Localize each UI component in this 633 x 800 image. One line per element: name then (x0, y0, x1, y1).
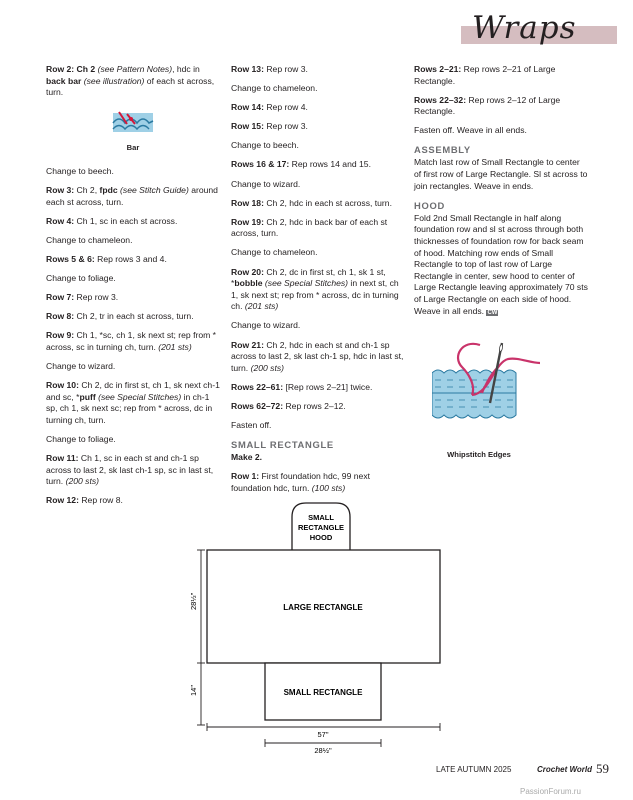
assembly-text: Match last row of Small Rectangle to center of first row of Large Rectangle. Sl st across to join rectangles. Weave in ends. (414, 157, 588, 191)
change-foliage-1: Change to foliage. (46, 273, 116, 284)
small-rectangle-label: SMALL RECTANGLE (283, 688, 363, 697)
large-height-dimension: 28½" (189, 592, 198, 610)
whipstitch-caption: Whipstitch Edges (447, 449, 511, 459)
page-number: 59 (596, 761, 609, 776)
large-rectangle-label: LARGE RECTANGLE (283, 603, 363, 612)
rows-5-6-text: Rows 5 & 6: Rep rows 3 and 4. (46, 253, 167, 264)
hood-heading: HOOD (414, 199, 445, 211)
fasten-off-1: Fasten off. (231, 419, 272, 430)
rows-22-61-text: Rows 22–61: [Rep rows 2–21] twice. (231, 381, 373, 392)
row-12-text: Row 12: Rep row 8. (46, 495, 123, 506)
row-7-text: Row 7: Rep row 3. (46, 292, 119, 303)
row-21-text: Row 21: Ch 2, hdc in each st and ch-1 sp across to last 2, sk last ch-1 sp, hdc in last st, turn. (200 sts) (231, 339, 404, 373)
small-row-1-text: Row 1: First foundation hdc, 99 next foundation hdc, turn. (100 sts) (231, 471, 371, 493)
column-1 (46, 64, 220, 514)
rows-16-17-text: Rows 16 & 17: Rep rows 14 and 15. (231, 159, 371, 170)
change-beech-2: Change to beech. (231, 140, 299, 151)
bar-caption: Bar (126, 143, 140, 153)
row-3-text: Row 3: Ch 2, fpdc (see Stitch Guide) around each st across, turn. (46, 185, 218, 207)
change-wizard-2: Change to wizard. (231, 178, 301, 189)
bar-stitch-icon (111, 109, 155, 135)
row-2-text: Row 2: Ch 2 (see Pattern Notes), hdc in back bar (see illustration) of each st across, turn. (46, 64, 215, 98)
end-mark: CW (487, 309, 498, 316)
rows-62-72-text: Rows 62–72: Rep rows 2–12. (231, 400, 346, 411)
small-width-dimension: 28½" (314, 746, 332, 755)
make-2-text: Make 2. (231, 452, 263, 463)
footer-issue: LATE AUTUMN 2025 (436, 765, 512, 774)
whipstitch-illustration (432, 333, 589, 445)
change-chameleon-1: Change to chameleon. (46, 234, 133, 245)
watermark: PassionForum.ru (520, 787, 581, 796)
large-width-dimension: 57" (317, 730, 329, 739)
row-10-text: Row 10: Ch 2, dc in first st, ch 1, sk next ch-1 and sc, *puff (see Special Stitches) in ch-1 sp, ch 1, sk next sc; rep from * across, dc in turning ch, turn. (46, 380, 220, 425)
row-8-text: Row 8: Ch 2, tr in each st across, turn. (46, 311, 194, 322)
hood-label-line1: SMALL (308, 513, 334, 522)
hood-label-line2: RECTANGLE (297, 523, 345, 532)
fasten-off-2: Fasten off. Weave in all ends. (414, 125, 527, 136)
row-18-text: Row 18: Ch 2, hdc in each st across, turn. (231, 197, 392, 208)
page-title: Wraps (472, 10, 577, 46)
hood-label-line3: HOOD (309, 533, 333, 542)
change-wizard-3: Change to wizard. (231, 320, 301, 331)
assembly-heading: ASSEMBLY (414, 144, 471, 156)
rows-22-32-text: Rows 22–32: Rep rows 2–12 of Large Rectangle. (414, 94, 561, 117)
row-11-text: Row 11: Ch 1, sc in each st and ch-1 sp across to last 2, sk last ch-1 sp, sc in last st, turn. (200 sts) (46, 453, 214, 487)
row-4-text: Row 4: Ch 1, sc in each st across. (46, 215, 178, 226)
schematic-diagram (0, 495, 633, 755)
row-13-text: Row 13: Rep row 3. (231, 64, 308, 74)
whipstitch-icon (432, 333, 544, 441)
bar-illustration (46, 109, 220, 139)
small-rectangle-heading: SMALL RECTANGLE (231, 439, 334, 451)
row-14-text: Row 14: Rep row 4. (231, 102, 308, 113)
small-height-dimension: 14" (189, 684, 198, 696)
change-beech-1: Change to beech. (46, 165, 114, 176)
footer-magazine: Crochet World (537, 765, 592, 774)
change-chameleon-3: Change to chameleon. (231, 247, 318, 258)
row-9-text: Row 9: Ch 1, *sc, ch 1, sk next st; rep from * across, sc in turning ch, turn. (201 sts) (46, 330, 217, 352)
column-2 (231, 64, 406, 502)
column-3 (414, 64, 589, 460)
row-20-text: Row 20: Ch 2, dc in first st, ch 1, sk 1 st, *bobble (see Special Stitches) in next st, ch 1, sk next st; rep from * across, dc in turning ch. (201 sts) (231, 266, 399, 312)
hood-paragraph: Fold 2nd Small Rectangle in half along foundation row and sl st across through both thicknesses of foundation row for back seam of hood. Matching row ends of Small Rectangle to top of last row of Large Rectangle in center, sew hood to center of Large Rectangle leaving approximately 70 sts of Large Rectangle on each side of hood. Weave in all ends. CW (414, 212, 588, 316)
change-chameleon-2: Change to chameleon. (231, 83, 318, 94)
change-foliage-2: Change to foliage. (46, 433, 116, 444)
row-19-text: Row 19: Ch 2, hdc in back bar of each st across, turn. (231, 216, 388, 239)
change-wizard-1: Change to wizard. (46, 361, 116, 371)
row-15-text: Row 15: Rep row 3. (231, 121, 308, 132)
rows-2-21-text: Rows 2–21: Rep rows 2–21 of Large Rectangle. (414, 64, 556, 86)
